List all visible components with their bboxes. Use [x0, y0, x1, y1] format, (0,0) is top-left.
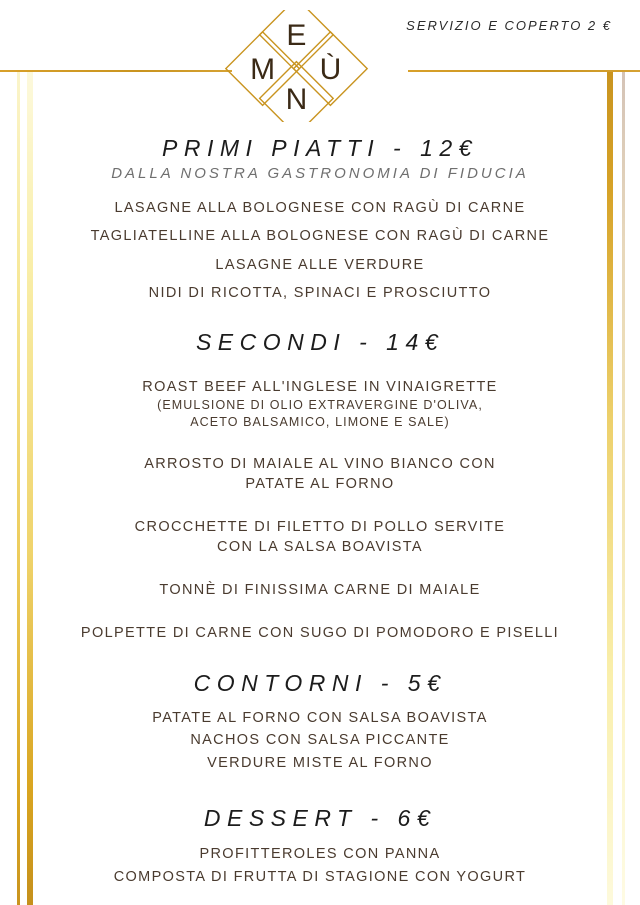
- menu-item-line: NACHOS CON SALSA PICCANTE: [190, 732, 450, 749]
- logo-letter-u: Ù: [319, 53, 342, 86]
- section-title-contorni: CONTORNI - 5€: [193, 670, 447, 697]
- menu-item-line: TAGLIATELLINE ALLA BOLOGNESE CON RAGÙ DI CARNE: [90, 228, 550, 245]
- menu-item-line: PROFITTEROLES CON PANNA: [199, 846, 441, 863]
- menu-item: [40, 517, 600, 558]
- menu-item: [40, 454, 600, 495]
- menu-item: [40, 867, 600, 888]
- menu-item-line: CON LA SALSA BOAVISTA: [217, 539, 423, 556]
- section-title-secondi: SECONDI - 14€: [195, 328, 445, 355]
- menu-item-line: TONNÈ DI FINISSIMA CARNE DI MAIALE: [159, 581, 481, 598]
- menu-item: [40, 283, 600, 304]
- menu-item-line: ROAST BEEF ALL'INGLESE IN VINAIGRETTE: [142, 378, 498, 395]
- section-subtitle-primi: DALLA NOSTRA GASTRONOMIA DI FIDUCIA: [111, 164, 529, 182]
- menu-item-line: CROCCHETTE DI FILETTO DI POLLO SERVITE: [134, 518, 506, 535]
- menu-item-line: POLPETTE DI CARNE CON SUGO DI POMODORO E PISELLI: [80, 624, 560, 641]
- menu-item-line: LASAGNE ALLE VERDURE: [215, 256, 425, 273]
- page-header: [0, 0, 640, 128]
- menu-item-list-secondi: [40, 377, 600, 644]
- menu-logo: [217, 10, 423, 122]
- menu-section-dessert: [40, 804, 600, 888]
- border-line-left-outer: [17, 72, 20, 905]
- menu-item-list-contorni: [40, 708, 600, 774]
- border-line-right-outer: [622, 72, 625, 905]
- menu-item: [40, 730, 600, 751]
- menu-item-line: LASAGNE ALLA BOLOGNESE CON RAGÙ DI CARNE: [114, 199, 526, 216]
- logo-letter-e: E: [286, 19, 307, 52]
- menu-item-line: PATATE AL FORNO: [245, 476, 395, 493]
- menu-item-list-primi: [40, 198, 600, 304]
- section-title-dessert: DESSERT - 6€: [203, 804, 437, 831]
- border-line-right-inner: [607, 72, 613, 905]
- menu-item-list-dessert: [40, 844, 600, 887]
- logo-letter-n: N: [285, 83, 308, 116]
- menu-item: [40, 255, 600, 276]
- logo-letter-m: M: [250, 53, 276, 86]
- menu-item: [40, 844, 600, 865]
- menu-item-note: ACETO BALSAMICO, LIMONE E SALE): [190, 415, 450, 430]
- menu-section-secondi: [40, 328, 600, 643]
- menu-item: [40, 580, 600, 601]
- menu-section-contorni: [40, 669, 600, 773]
- service-charge-note: SERVIZIO E COPERTO 2 €: [406, 18, 612, 33]
- menu-item-line: NIDI DI RICOTTA, SPINACI E PROSCIUTTO: [148, 285, 492, 302]
- menu-item: [40, 753, 600, 774]
- menu-item-line: COMPOSTA DI FRUTTA DI STAGIONE CON YOGURT: [113, 868, 527, 885]
- menu-item: [40, 198, 600, 219]
- menu-section-primi: [40, 134, 600, 304]
- border-line-left-inner: [27, 72, 33, 905]
- menu-item-note: (EMULSIONE DI OLIO EXTRAVERGINE D'OLIVA,: [157, 398, 483, 413]
- menu-item: [40, 377, 600, 432]
- menu-item-line: ARROSTO DI MAIALE AL VINO BIANCO CON: [144, 455, 496, 472]
- menu-item: [40, 708, 600, 729]
- menu-item-line: PATATE AL FORNO CON SALSA BOAVISTA: [152, 709, 488, 726]
- menu-sections: [40, 128, 600, 894]
- menu-item: [40, 226, 600, 247]
- menu-item: [40, 623, 600, 644]
- menu-item-line: VERDURE MISTE AL FORNO: [207, 755, 433, 772]
- section-title-primi: PRIMI PIATTI - 12€: [162, 135, 478, 161]
